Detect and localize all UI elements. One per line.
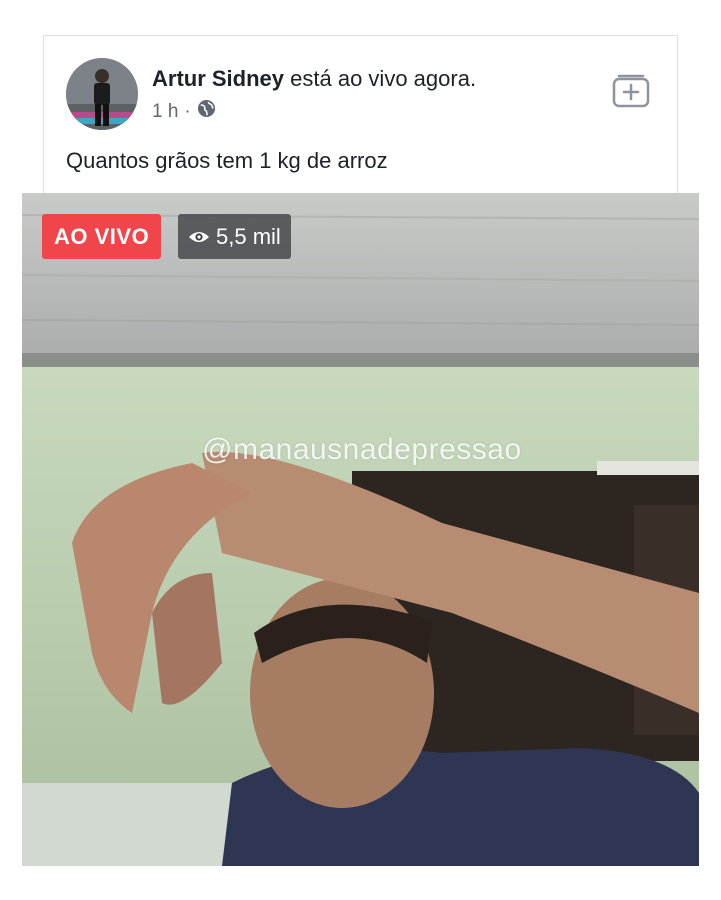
video-frame — [22, 193, 699, 866]
author-name[interactable]: Artur Sidney — [152, 66, 285, 91]
post-text: Quantos grãos tem 1 kg de arroz — [66, 148, 388, 173]
save-button[interactable] — [611, 70, 651, 110]
meta-separator: · — [184, 100, 191, 122]
eye-icon — [188, 229, 210, 245]
post-header — [152, 66, 476, 92]
avatar[interactable] — [66, 58, 138, 130]
globe-icon — [197, 99, 216, 124]
post-card — [43, 35, 678, 193]
post-time[interactable]: 1 h — [152, 100, 179, 122]
watermark: @manausnadepressao — [202, 433, 522, 466]
avatar-photo — [66, 58, 138, 130]
save-to-collection-icon — [611, 70, 651, 110]
viewer-count: 5,5 mil — [216, 224, 281, 249]
live-badge: AO VIVO — [42, 214, 161, 259]
status-text: está ao vivo agora. — [290, 66, 477, 91]
viewer-count-badge — [178, 214, 291, 259]
post-meta — [152, 99, 216, 124]
live-video[interactable] — [22, 193, 699, 866]
